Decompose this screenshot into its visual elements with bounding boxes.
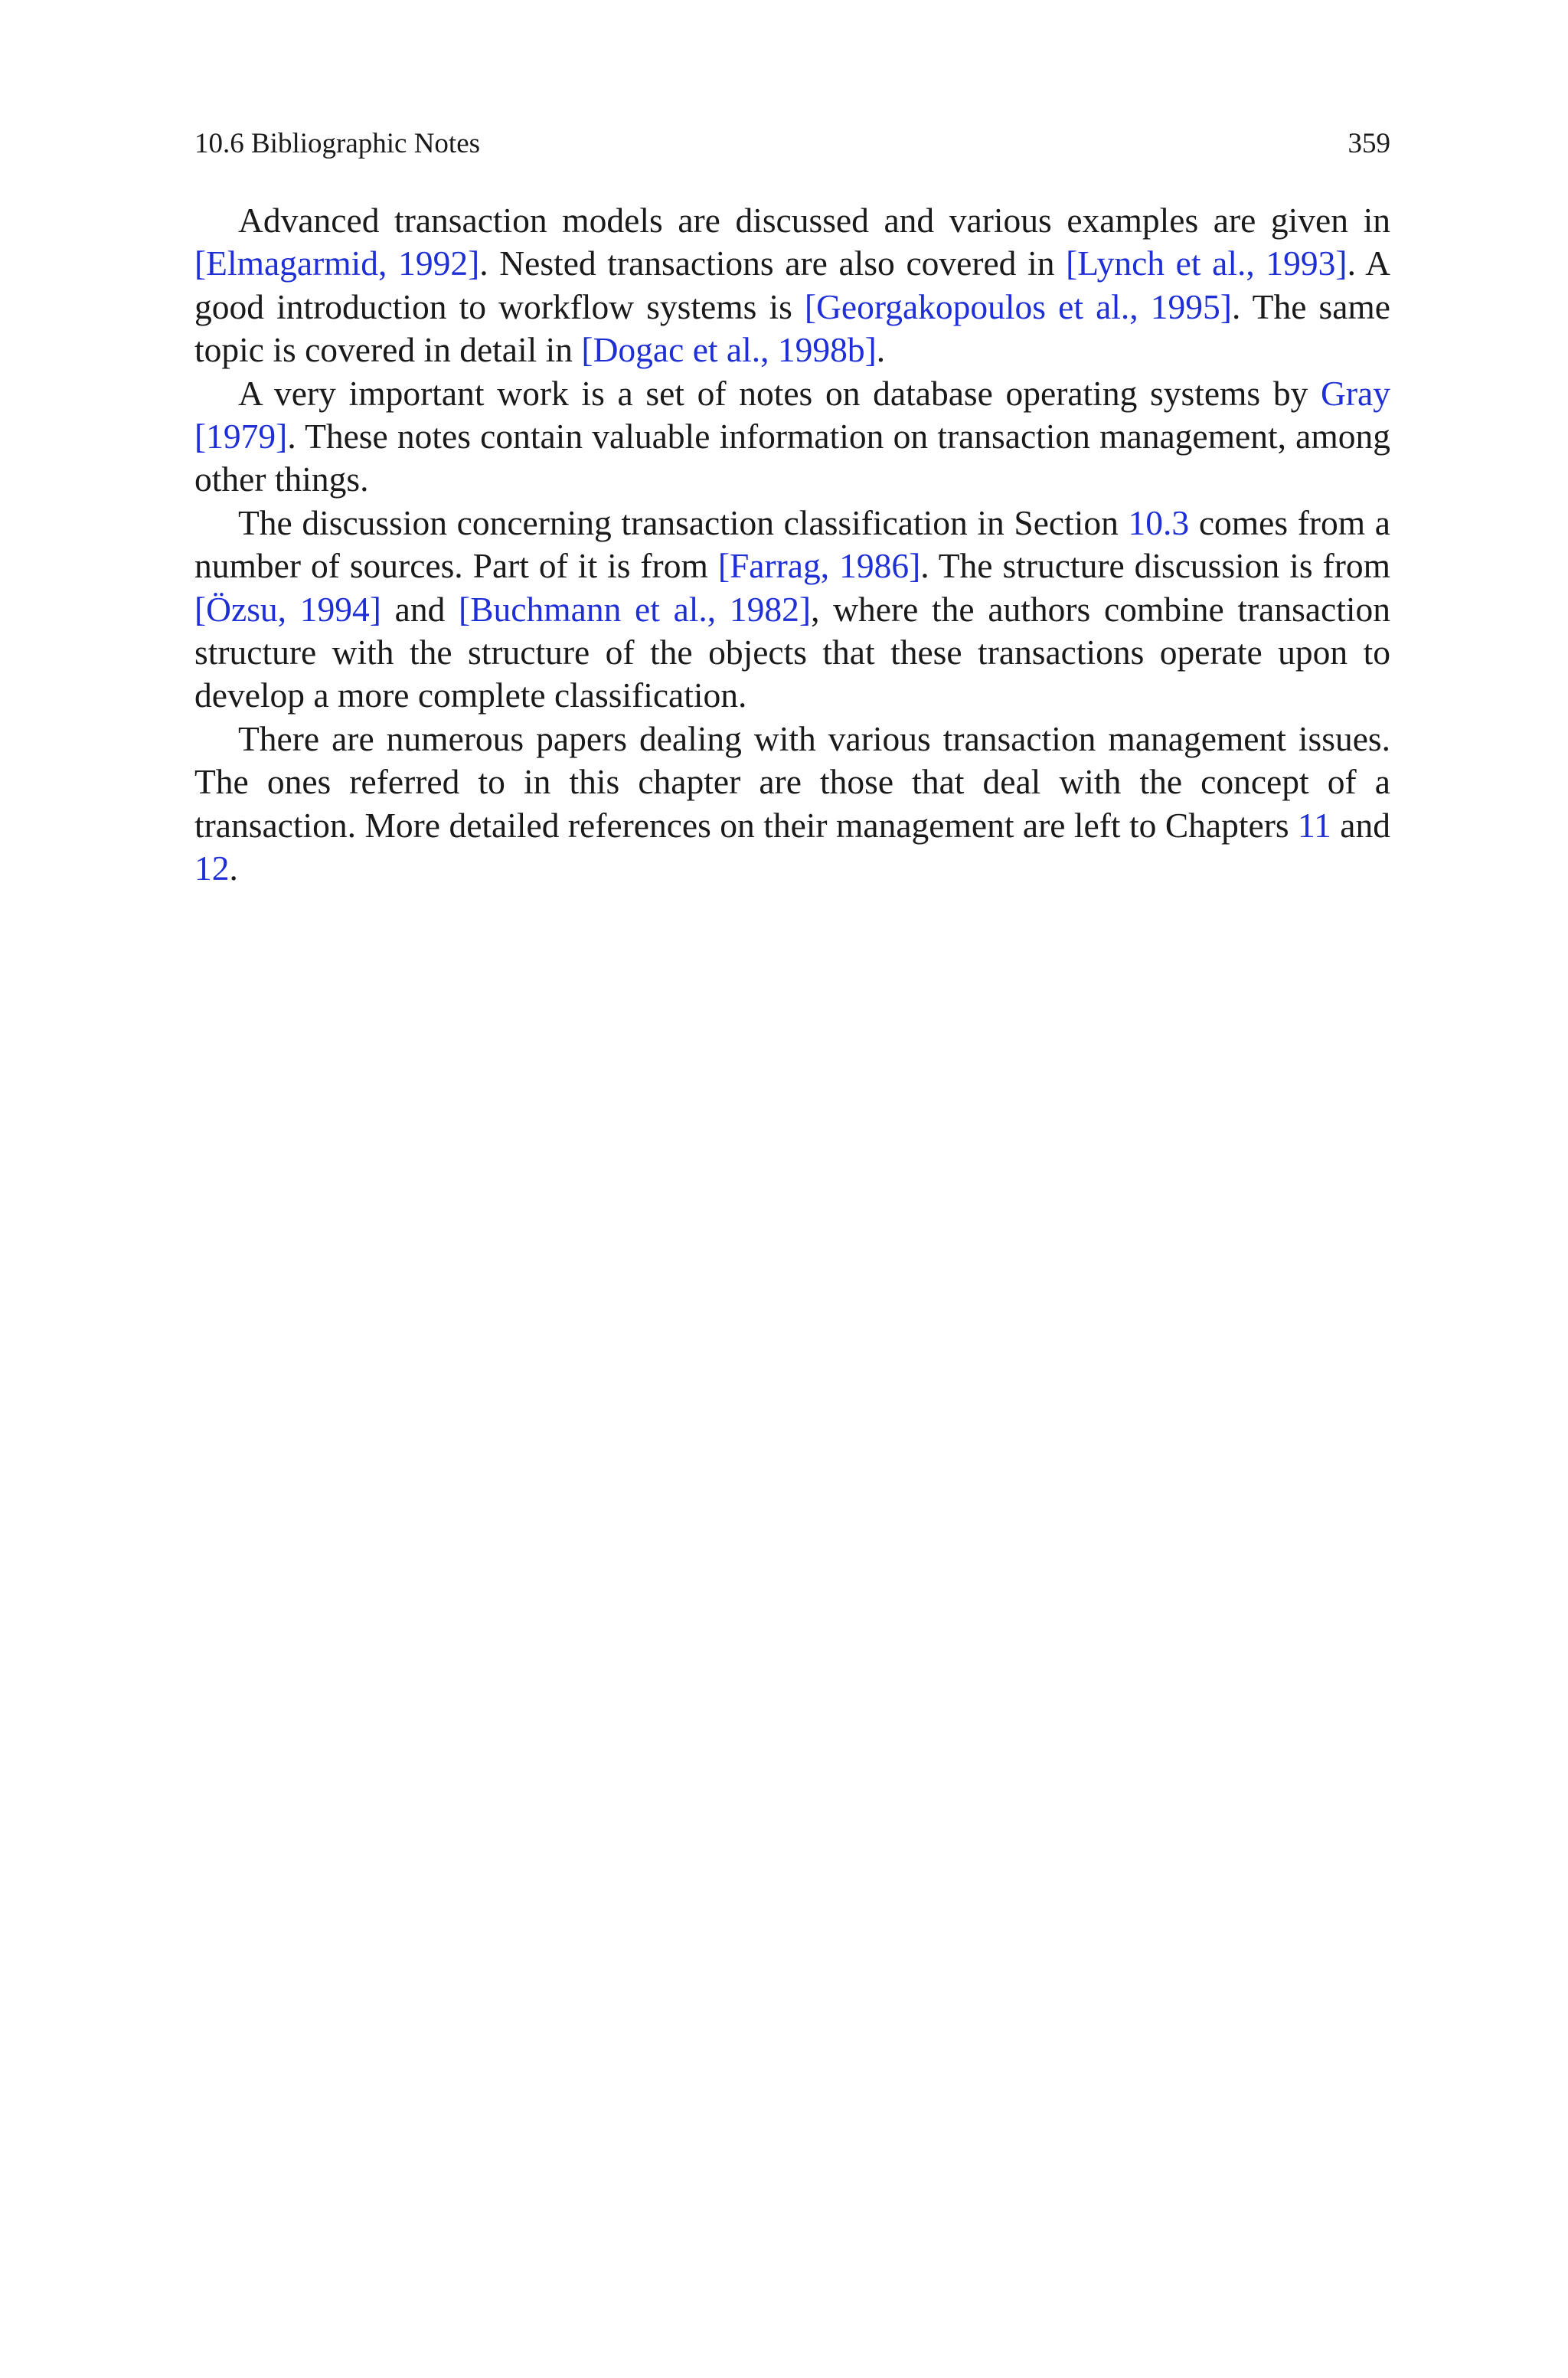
paragraph-gray-notes xyxy=(194,372,1390,502)
text: . xyxy=(229,849,238,888)
running-head xyxy=(194,127,1390,161)
citation-dogac-1998b[interactable]: [Dogac et al., 1998b] xyxy=(581,330,877,370)
text: comes from a number of sources. Part of it is from xyxy=(194,502,1390,586)
text: Advanced transaction models are discussed and various examples are given in xyxy=(238,201,1390,240)
citation-buchmann-1982[interactable]: [Buchmann et al., 1982] xyxy=(459,589,812,629)
paragraph-classification xyxy=(194,502,1390,718)
paragraph-advanced-models xyxy=(194,199,1390,372)
page-number: 359 xyxy=(1348,128,1390,159)
citation-ozsu-1994[interactable]: [Özsu, 1994] xyxy=(194,589,381,629)
text: . xyxy=(876,330,886,370)
text: . The same topic is covered in detail in xyxy=(194,286,1391,370)
citation-farrag-1986[interactable]: [Farrag, 1986] xyxy=(717,546,921,586)
text: . Nested transactions are also covered in xyxy=(479,244,1067,283)
citation-gray-1979[interactable]: Gray [1979] xyxy=(194,373,1390,456)
link-section-10-3[interactable]: 10.3 xyxy=(1128,502,1190,542)
citation-elmagarmid-1992[interactable]: [Elmagarmid, 1992] xyxy=(194,244,480,283)
text: . A good introduction to workflow systems is xyxy=(194,244,1390,326)
link-chapter-11[interactable]: 11 xyxy=(1298,805,1331,845)
text: and xyxy=(381,589,459,629)
section-title: 10.6 Bibliographic Notes xyxy=(194,128,481,159)
link-chapter-12[interactable]: 12 xyxy=(194,849,230,888)
text: There are numerous papers dealing with various transaction management issues. The ones referred to in this chapter are those that deal with the concept of a transaction. More detailed references on their management are left to Chapters xyxy=(194,718,1390,845)
citation-georgakopoulos-1995[interactable]: [Georgakopoulos et al., 1995] xyxy=(804,286,1232,326)
text: The discussion concerning transaction classification in Section xyxy=(238,502,1129,542)
paragraph-numerous-papers xyxy=(194,718,1390,891)
text: . The structure discussion is from xyxy=(920,546,1390,586)
text: , where the authors combine transaction structure with the structure of the objects that these transactions operate upon to develop a more complete classification. xyxy=(194,589,1390,715)
citation-lynch-1993[interactable]: [Lynch et al., 1993] xyxy=(1066,244,1348,283)
text: A very important work is a set of notes on database operating systems by xyxy=(238,373,1321,413)
bibliographic-notes-body xyxy=(194,199,1390,891)
text: . These notes contain valuable information on transaction management, among other things. xyxy=(194,417,1390,499)
text: and xyxy=(1331,805,1390,845)
